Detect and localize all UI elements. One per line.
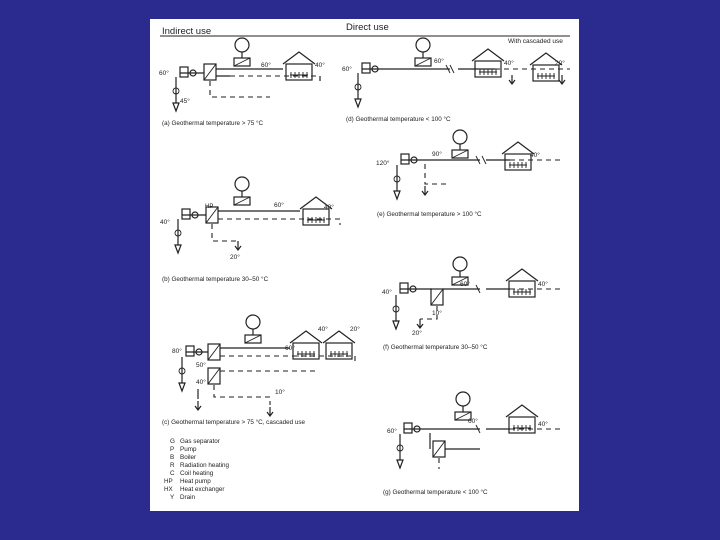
svg-text:20°: 20° — [230, 254, 240, 261]
schematic-drawing — [150, 19, 579, 511]
caption-c: (c) Geothermal temperature > 75 °C, cascaded use — [162, 419, 306, 426]
diagram-f — [382, 257, 560, 351]
svg-text:Heat pump: Heat pump — [180, 478, 211, 485]
svg-text:40°: 40° — [382, 289, 392, 296]
caption-g: (g) Geothermal temperature < 100 °C — [383, 489, 488, 496]
svg-text:G: G — [170, 438, 175, 445]
diagram-sheet — [150, 19, 579, 511]
svg-text:Coil heating: Coil heating — [180, 470, 214, 477]
svg-text:40°: 40° — [504, 60, 514, 67]
svg-text:40°: 40° — [530, 152, 540, 159]
svg-text:120°: 120° — [376, 160, 390, 167]
svg-text:Drain: Drain — [180, 494, 196, 501]
svg-text:60°: 60° — [274, 202, 284, 209]
svg-text:40°: 40° — [318, 326, 328, 333]
caption-b: (b) Geothermal temperature 30–50 °C — [162, 276, 269, 283]
caption-a: (a) Geothermal temperature > 75 °C — [162, 120, 264, 127]
diagram-c — [162, 315, 360, 426]
legend-item — [170, 446, 197, 453]
svg-text:60°: 60° — [460, 281, 470, 288]
svg-text:40°: 40° — [315, 62, 325, 69]
svg-text:60°: 60° — [468, 418, 478, 425]
svg-text:50°: 50° — [196, 362, 206, 369]
svg-text:40°: 40° — [538, 421, 548, 428]
diagram-e — [376, 130, 560, 218]
legend-item — [170, 462, 230, 469]
svg-text:HP: HP — [205, 204, 214, 210]
indirect-use-header: Indirect use — [162, 26, 212, 37]
legend-item — [170, 454, 196, 461]
svg-text:R: R — [170, 462, 175, 469]
legend-item — [170, 438, 220, 445]
svg-text:10°: 10° — [275, 389, 285, 396]
svg-text:90°: 90° — [432, 151, 442, 158]
svg-text:60°: 60° — [261, 62, 271, 69]
svg-text:60°: 60° — [342, 66, 352, 73]
caption-f: (f) Geothermal temperature 30–50 °C — [383, 344, 488, 351]
svg-text:20°: 20° — [412, 330, 422, 337]
direct-use-header: Direct use — [346, 22, 389, 33]
svg-text:HX: HX — [164, 486, 173, 493]
svg-text:80°: 80° — [172, 348, 182, 355]
svg-text:Heat exchanger: Heat exchanger — [180, 486, 225, 493]
svg-text:60°: 60° — [285, 345, 295, 352]
svg-text:HP: HP — [164, 478, 173, 485]
svg-text:40°: 40° — [160, 219, 170, 226]
cascaded-use-subtitle: With cascaded use — [508, 38, 563, 45]
caption-e: (e) Geothermal temperature > 100 °C — [377, 211, 482, 218]
legend-item — [164, 486, 224, 493]
legend-item — [164, 478, 211, 485]
svg-text:Boiler: Boiler — [180, 454, 197, 461]
svg-text:20°: 20° — [555, 60, 565, 67]
legend-item — [170, 470, 214, 477]
svg-text:60°: 60° — [159, 70, 169, 77]
legend — [164, 438, 230, 501]
svg-text:10°: 10° — [432, 310, 442, 317]
legend-item — [170, 494, 196, 501]
svg-text:60°: 60° — [434, 58, 444, 65]
diagram-g — [383, 392, 560, 496]
caption-d: (d) Geothermal temperature < 100 °C — [346, 116, 451, 123]
svg-text:45°: 45° — [180, 98, 190, 105]
svg-text:60°: 60° — [387, 428, 397, 435]
svg-text:Radiation heating: Radiation heating — [180, 462, 230, 469]
svg-text:C: C — [170, 470, 175, 477]
svg-text:Pump: Pump — [180, 446, 197, 453]
diagram-d — [342, 38, 570, 123]
diagram-b — [160, 177, 340, 283]
svg-text:40°: 40° — [538, 281, 548, 288]
svg-text:20°: 20° — [350, 326, 360, 333]
svg-text:P: P — [170, 446, 175, 453]
svg-text:40°: 40° — [324, 204, 334, 211]
svg-text:Gas separator: Gas separator — [180, 438, 220, 445]
svg-text:B: B — [170, 454, 175, 461]
diagram-a — [159, 38, 325, 127]
svg-text:40°: 40° — [196, 379, 206, 386]
svg-text:Y: Y — [170, 494, 175, 501]
